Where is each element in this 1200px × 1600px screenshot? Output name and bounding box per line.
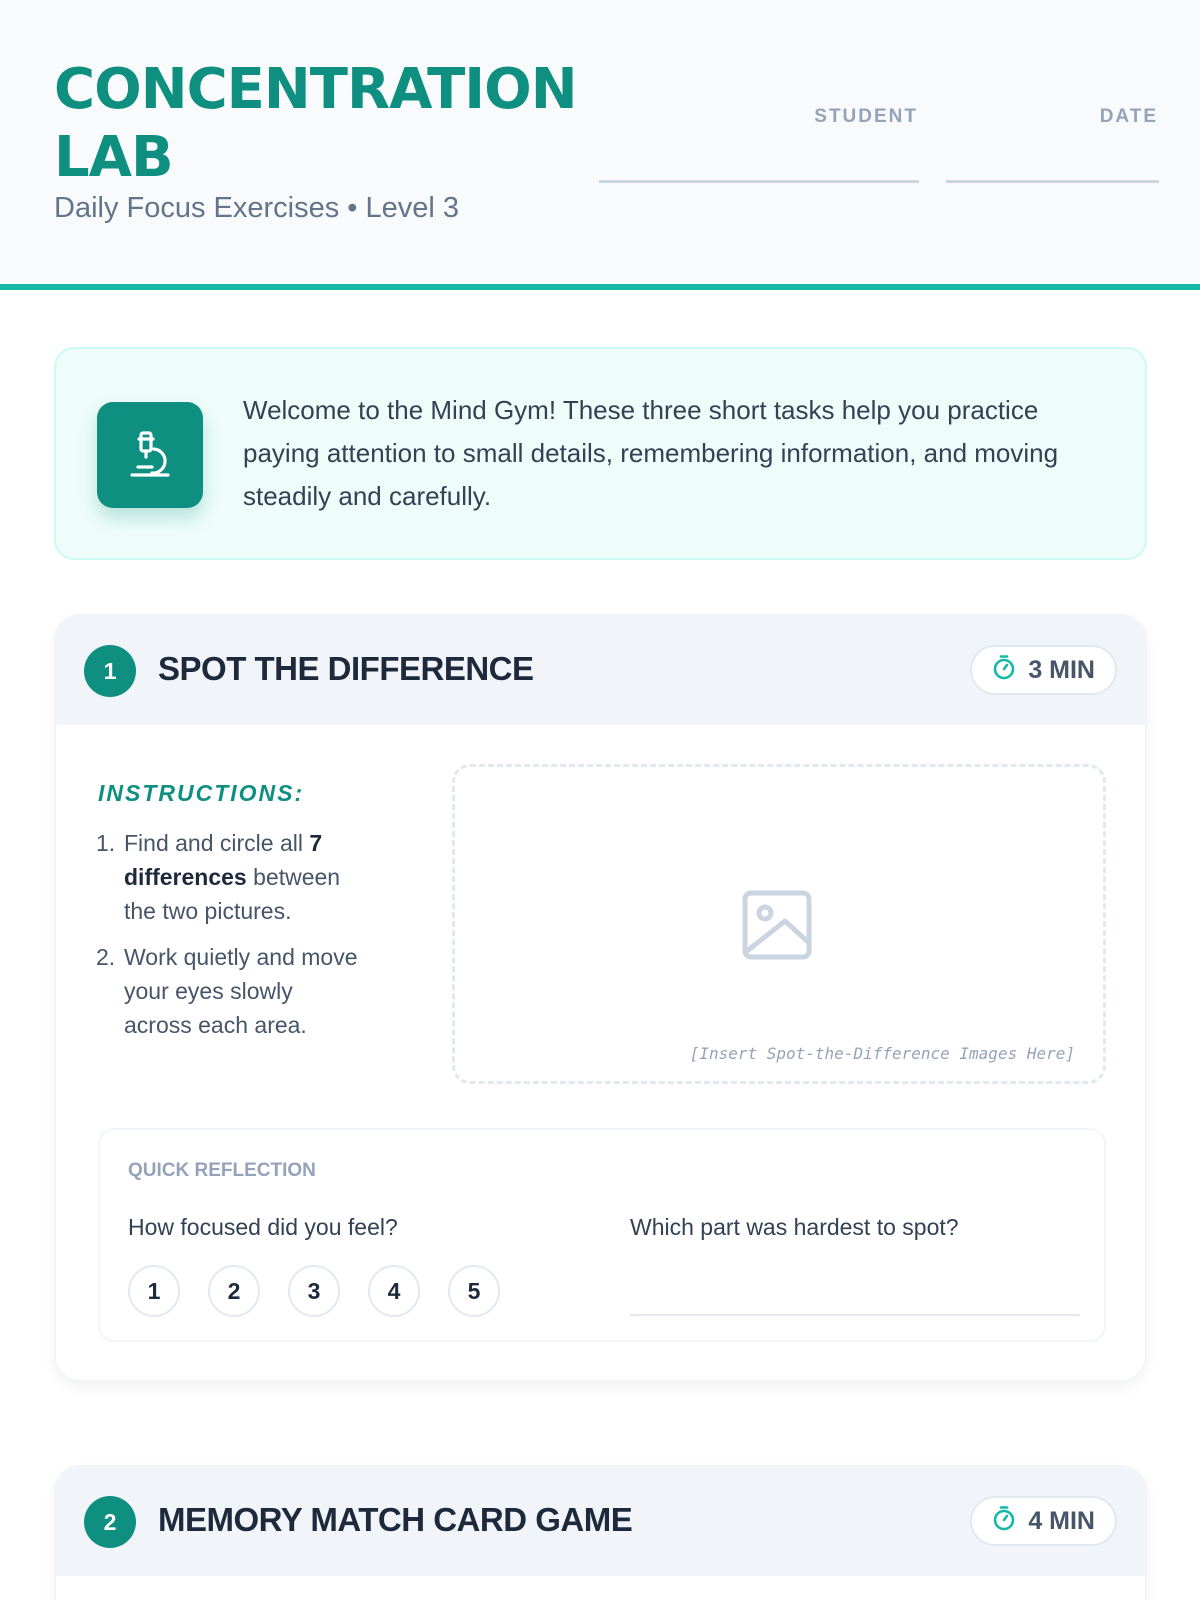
rating-option-2[interactable]: 2 xyxy=(208,1265,260,1317)
focus-rating-scale xyxy=(128,1265,500,1317)
section-title: SPOT THE DIFFERENCE xyxy=(158,650,534,687)
section-header xyxy=(56,616,1145,725)
list-item: 2. Work quietly and move your eyes slowly across each area. xyxy=(96,944,358,1038)
section-number-badge: 1 xyxy=(84,645,136,697)
stopwatch-icon xyxy=(992,1505,1016,1538)
instructions-label: INSTRUCTIONS: xyxy=(98,780,305,806)
hardest-part-question: Which part was hardest to spot? xyxy=(630,1214,959,1240)
rating-option-1[interactable]: 1 xyxy=(128,1265,180,1317)
time-badge-label: 4 MIN xyxy=(1028,1506,1095,1535)
rating-option-3[interactable]: 3 xyxy=(288,1265,340,1317)
instructions-list xyxy=(96,826,366,1054)
hardest-part-answer-line[interactable] xyxy=(630,1314,1080,1316)
focus-question: How focused did you feel? xyxy=(128,1214,398,1240)
section-memory-match xyxy=(54,1465,1147,1600)
date-label: DATE xyxy=(1099,106,1158,127)
page-subtitle: Daily Focus Exercises • Level 3 xyxy=(54,192,460,224)
date-line[interactable] xyxy=(946,180,1159,183)
section-number-badge: 2 xyxy=(84,1496,136,1548)
section-header xyxy=(56,1467,1145,1576)
stopwatch-icon xyxy=(992,654,1016,687)
intro-text: Welcome to the Mind Gym! These three short tasks help you practice paying attention to small details, remembering information, and moving steadily and carefully. xyxy=(243,395,1059,511)
student-name-line[interactable] xyxy=(599,180,919,183)
rating-option-4[interactable]: 4 xyxy=(368,1265,420,1317)
list-item: 1. Find and circle all 7 differences between the two pictures. xyxy=(96,830,341,924)
section-spot-the-difference xyxy=(54,614,1147,1382)
image-placeholder-caption: [Insert Spot-the-Difference Images Here] xyxy=(689,1044,1075,1063)
image-placeholder xyxy=(452,764,1106,1084)
section-title: MEMORY MATCH CARD GAME xyxy=(158,1501,633,1538)
image-icon xyxy=(741,889,813,966)
time-badge-label: 3 MIN xyxy=(1028,655,1095,684)
quick-reflection xyxy=(98,1128,1106,1342)
time-badge xyxy=(970,1496,1117,1546)
student-label: STUDENT xyxy=(814,106,918,127)
rating-option-5[interactable]: 5 xyxy=(448,1265,500,1317)
time-badge xyxy=(970,645,1117,695)
worksheet-header xyxy=(0,0,1200,290)
reflection-label: QUICK REFLECTION xyxy=(128,1160,316,1181)
page-title: CONCENTRATION LAB xyxy=(54,57,577,190)
microscope-icon xyxy=(97,402,203,508)
intro-callout xyxy=(54,347,1147,560)
